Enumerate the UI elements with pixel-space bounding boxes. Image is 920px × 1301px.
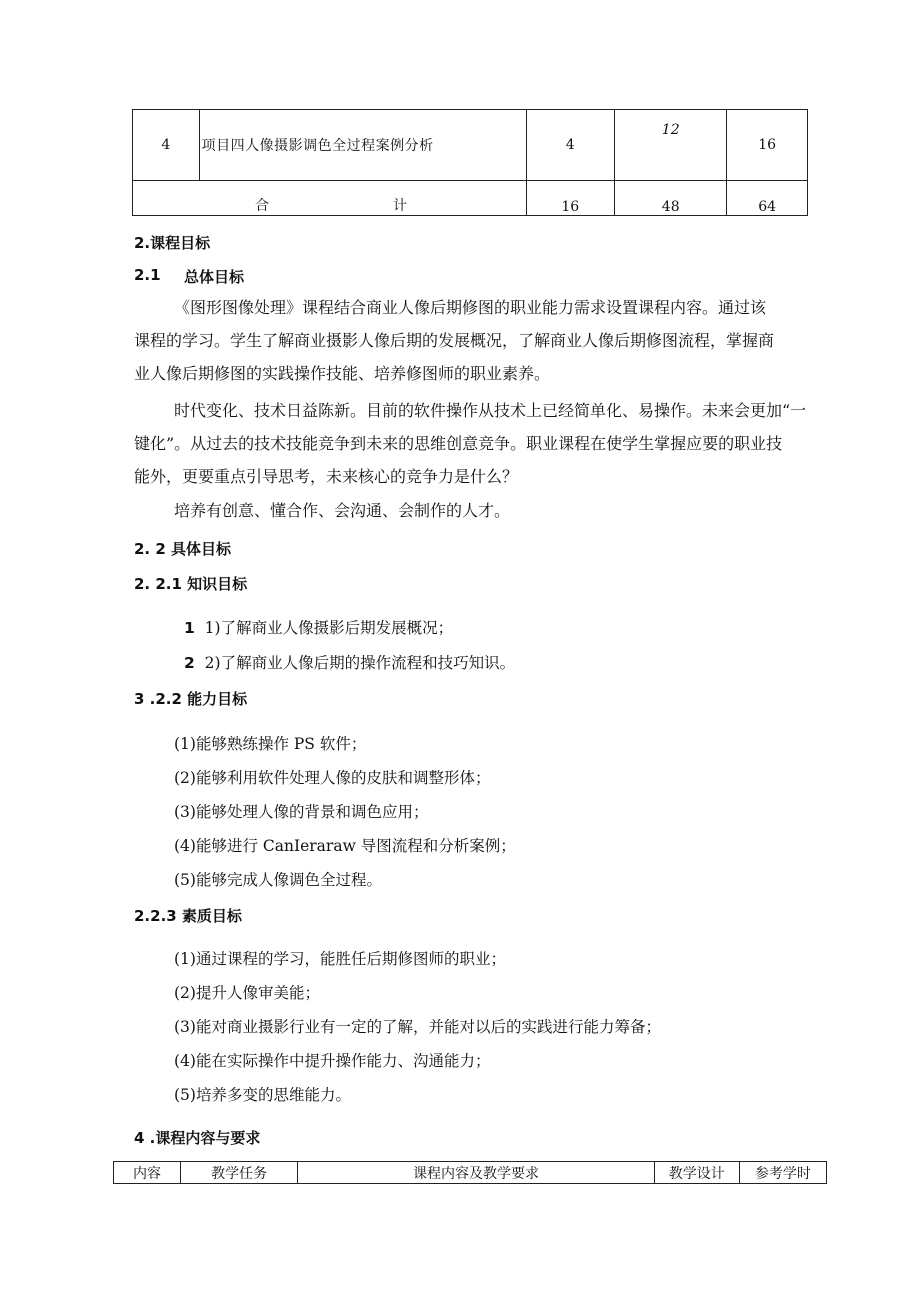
header-cell: 参考学时: [739, 1162, 826, 1184]
total-hours: 16: [727, 110, 808, 181]
paragraph-line: 能外，更要重点引导思考，未来核心的竞争力是什么？: [134, 467, 519, 486]
header-cell: 课程内容及教学要求: [298, 1162, 655, 1184]
table-row: [133, 110, 808, 181]
ability-item: (1)能够熟练操作 PS 软件；: [174, 735, 367, 753]
knowledge-item: [184, 651, 515, 673]
practice-hours: 12: [615, 110, 727, 181]
sum-label-cell: [133, 181, 527, 216]
quality-item: (2)提升人像审美能；: [174, 984, 320, 1002]
header-cell: 教学任务: [181, 1162, 298, 1184]
sum-label-b: 计: [393, 198, 407, 214]
paragraph-line: 时代变化、技术日益陈新。目前的软件操作从技术上已经简单化、易操作。未来会更加“一: [174, 401, 807, 420]
subsection-title: 2. 2 具体目标: [134, 540, 232, 558]
subsection-title: 2. 2.1 知识目标: [134, 575, 248, 593]
sum-label-a: 合: [255, 198, 269, 214]
knowledge-item: [184, 616, 453, 638]
ability-item: (5)能够完成人像调色全过程。: [174, 871, 382, 889]
ability-item: (3)能够处理人像的背景和调色应用；: [174, 803, 429, 821]
project-name: 项目四人像摄影调色全过程案例分析: [199, 110, 526, 181]
table-header-row: [114, 1162, 827, 1184]
quality-item: (5)培养多变的思维能力。: [174, 1086, 351, 1104]
paragraph-line: 键化”。从过去的技术技能竞争到未来的思维创意竞争。职业课程在使学生掌握应要的职业技: [134, 434, 783, 453]
section-title: 2.课程目标: [134, 234, 211, 252]
paragraph-line: 课程的学习。学生了解商业摄影人像后期的发展概况，了解商业人像后期修图流程，掌握商: [134, 331, 775, 350]
header-cell: 内容: [114, 1162, 181, 1184]
knowledge-num: 2: [184, 654, 195, 672]
paragraph-line: 业人像后期修图的实践操作技能、培养修图师的职业素养。: [134, 364, 551, 383]
subsection-title: 总体目标: [184, 268, 245, 286]
paragraph-line: 《图形图像处理》课程结合商业人像后期修图的职业能力需求设置课程内容。通过该: [174, 298, 767, 317]
knowledge-text: 2)了解商业人像后期的操作流程和技巧知识。: [204, 654, 516, 672]
paragraph-line: 培养有创意、懂合作、会沟通、会制作的人才。: [174, 501, 511, 520]
section-title: 4 .课程内容与要求: [134, 1129, 261, 1147]
content-table: [113, 1161, 827, 1184]
subsection-title: 3 .2.2 能力目标: [134, 690, 248, 708]
quality-item: (1)通过课程的学习，能胜任后期修图师的职业；: [174, 950, 506, 968]
sum-practice: 48: [615, 181, 727, 216]
sum-row: [133, 181, 808, 216]
subsection-title: 2.2.3 素质目标: [134, 907, 242, 925]
knowledge-text: 1)了解商业人像摄影后期发展概况；: [204, 619, 454, 637]
sum-total: 64: [727, 181, 808, 216]
row-number: 4: [133, 110, 200, 181]
ability-item: (2)能够利用软件处理人像的皮肤和调整形体；: [174, 769, 491, 787]
header-cell: 教学设计: [654, 1162, 739, 1184]
knowledge-num: 1: [184, 619, 195, 637]
quality-item: (3)能对商业摄影行业有一定的了解，并能对以后的实践进行能力筹备；: [174, 1018, 661, 1036]
quality-item: (4)能在实际操作中提升操作能力、沟通能力；: [174, 1052, 491, 1070]
schedule-table: [132, 109, 808, 216]
subsection-num: 2.1: [134, 266, 161, 284]
theory-hours: 4: [526, 110, 615, 181]
sum-theory: 16: [526, 181, 615, 216]
ability-item: (4)能够进行 CanIeraraw 导图流程和分析案例；: [174, 837, 516, 855]
